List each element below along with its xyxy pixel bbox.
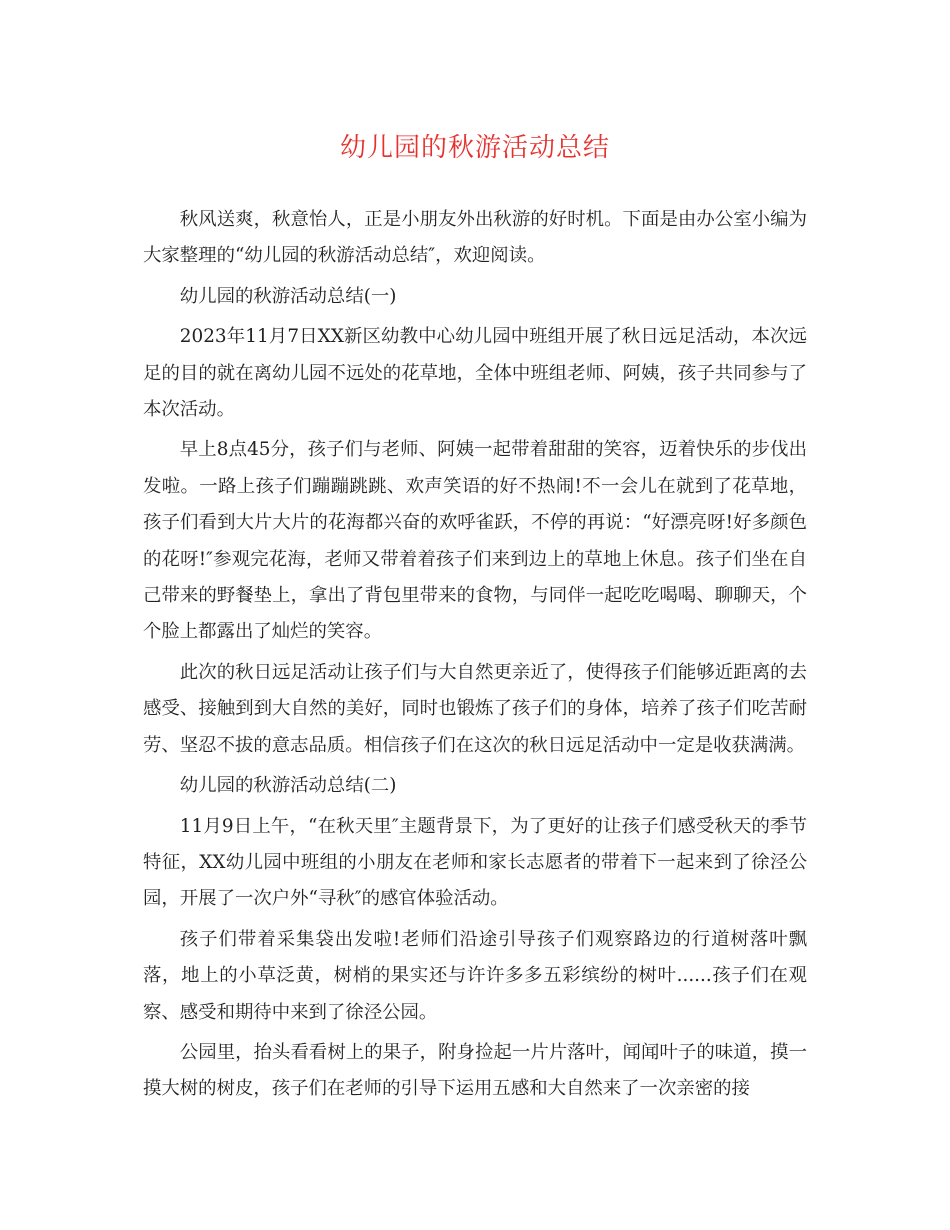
body-paragraph: 早上8点45分，孩子们与老师、阿姨一起带着甜甜的笑容，迈着快乐的步伐出发啦。一路上孩子们蹦蹦跳跳、欢声笑语的好不热闹!不一会儿在就到了花草地，孩子们看到大片大片的花海都兴奋的欢呼雀跃，不停的再说：“好漂亮呀!好多颜色的花呀!″参观完花海，老师又带着着孩子们来到边上的草地上休息。孩子们坐在自己带来的野餐垫上，拿出了背包里带来的食物，与同伴一起吃吃喝喝、聊聊天，个个脸上都露出了灿烂的笑容。 — [143, 439, 807, 643]
body-paragraph: 公园里，抬头看看树上的果子，附身捡起一片片落叶，闻闻叶子的味道，摸一摸大树的树皮，孩子们在老师的引导下运用五感和大自然来了一次亲密的接 — [143, 1041, 807, 1100]
intro-paragraph: 秋风送爽，秋意怡人，正是小朋友外出秋游的好时机。下面是由办公室小编为大家整理的“幼儿园的秋游活动总结″，欢迎阅读。 — [143, 209, 807, 267]
body-paragraph: 2023年11月7日XX新区幼教中心幼儿园中班组开展了秋日远足活动，本次远足的目的就在离幼儿园不远处的花草地，全体中班组老师、阿姨，孩子共同参与了本次活动。 — [143, 326, 807, 421]
body-paragraph: 孩子们带着采集袋出发啦!老师们沿途引导孩子们观察路边的行道树落叶飘落，地上的小草泛黄，树梢的果实还与许许多多五彩缤纷的树叶......孩子们在观察、感受和期待中来到了徐泾公园。 — [143, 928, 807, 1023]
body-paragraph: 11月9日上午，“在秋天里″主题背景下，为了更好的让孩子们感受秋天的季节特征，XX幼儿园中班组的小朋友在老师和家长志愿者的带着下一起来到了徐泾公园，开展了一次户外“寻秋″的感官体验活动。 — [143, 815, 807, 910]
document-title: 幼儿园的秋游活动总结 — [339, 133, 610, 163]
section-heading-2: 幼儿园的秋游活动总结(二) — [179, 775, 397, 797]
section-heading-1: 幼儿园的秋游活动总结(一) — [179, 285, 397, 307]
body-paragraph: 此次的秋日远足活动让孩子们与大自然更亲近了，使得孩子们能够近距离的去感受、接触到到大自然的美好，同时也锻炼了孩子们的身体，培养了孩子们吃苦耐劳、坚忍不拔的意志品质。相信孩子们在这次的秋日远足活动中一定是收获满满。 — [143, 661, 807, 756]
document-body — [143, 202, 807, 1108]
